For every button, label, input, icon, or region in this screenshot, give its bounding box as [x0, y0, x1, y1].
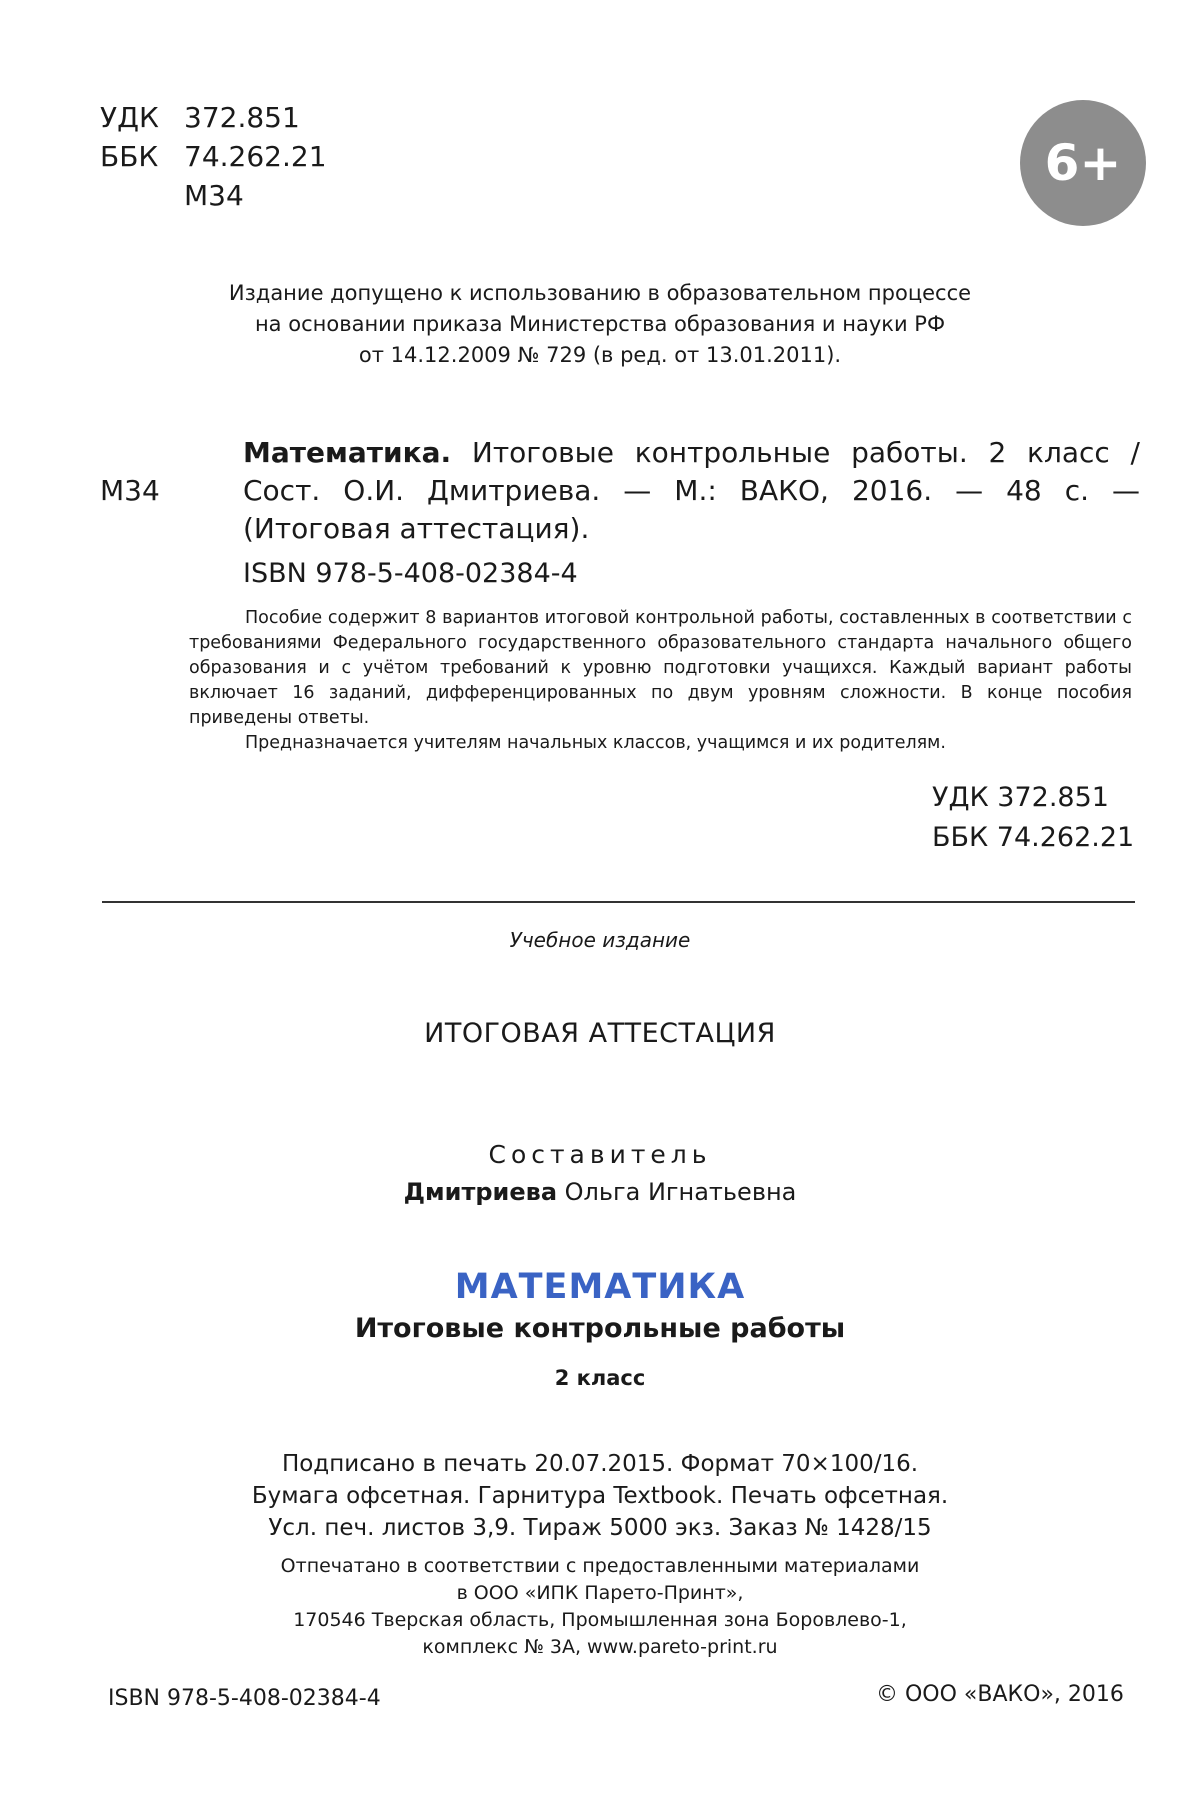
classification-block	[100, 98, 327, 215]
book-subtitle: Итоговые контрольные работы	[354, 1313, 846, 1344]
divider	[102, 901, 1135, 903]
abstract-purpose: Предназначается учителям начальных классов, учащимся и их родителям.	[245, 733, 946, 753]
biblio-code: М34	[100, 474, 160, 507]
book-title: МАТЕМАТИКА	[454, 1267, 746, 1307]
author-mark: М34	[184, 179, 244, 212]
printer-line-4: комплекс № 3А, www.pareto-print.ru	[422, 1636, 778, 1658]
print-details-line-2: Бумага офсетная. Гарнитура Textbook. Печать офсетная.	[251, 1483, 949, 1509]
biblio-line-3: (Итоговая аттестация).	[243, 512, 590, 545]
classification-right	[932, 778, 1134, 858]
printer-line-3: 170546 Тверская область, Промышленная зона Боровлево-1,	[293, 1609, 907, 1631]
compiler-given-names: Ольга Игнатьевна	[557, 1178, 797, 1206]
udk-code: 372.851	[184, 101, 300, 134]
print-details-line-1: Подписано в печать 20.07.2015. Формат 70×100/16.	[281, 1451, 919, 1477]
approval-line-1: Издание допущено к использованию в образовательном процессе	[228, 281, 972, 305]
edition-type-label: Учебное издание	[509, 928, 691, 952]
biblio-line-1-rest: Итоговые контрольные работы. 2 класс /	[451, 436, 1140, 469]
footer-isbn: ISBN 978-5-408-02384-4	[108, 1686, 381, 1711]
biblio-title: Математика.	[243, 436, 452, 469]
approval-line-2: на основании приказа Министерства образования и науки РФ	[254, 312, 946, 336]
biblio-line-2-text: Сост. О.И. Дмитриева. — М.: ВАКО, 2016. — 48 с. —	[243, 474, 1140, 507]
age-rating-badge: 6+	[1020, 100, 1146, 226]
compiler-label: Составитель	[488, 1140, 712, 1169]
bbk-code: 74.262.21	[184, 140, 327, 173]
series-title: ИТОГОВАЯ АТТЕСТАЦИЯ	[424, 1018, 776, 1049]
abstract	[189, 606, 1132, 756]
printer-line-1: Отпечатано в соответствии с предоставленными материалами	[280, 1555, 920, 1577]
printer-line-2: в ООО «ИПК Парето-Принт»,	[456, 1582, 744, 1604]
udk-label: УДК	[100, 101, 159, 134]
print-details-line-3: Усл. печ. листов 3,9. Тираж 5000 экз. Заказ № 1428/15	[268, 1515, 932, 1541]
biblio-line-2	[100, 472, 1140, 510]
bbk-right: ББК 74.262.21	[932, 822, 1135, 853]
book-grade: 2 класс	[554, 1366, 646, 1390]
printer-info	[0, 1553, 1200, 1661]
approval-notice	[100, 278, 1100, 371]
compiler-name	[0, 1178, 1200, 1206]
udk-row	[100, 98, 327, 137]
bbk-row	[100, 137, 327, 176]
bibliographic-record	[100, 434, 1140, 548]
compiler-surname: Дмитриева	[403, 1178, 558, 1206]
footer-copyright: © ООО «ВАКО», 2016	[876, 1682, 1124, 1707]
abstract-text: Пособие содержит 8 вариантов итоговой контрольной работы, составленных в соответствии с требованиями Федерального государственного образовательного стандарта начального общего образования и с учётом требований к уровню подготовки учащихся. Каждый вариант работы включает 16 заданий, дифференцированных по двум уровням сложности. В конце пособия приведены ответы.	[189, 608, 1132, 728]
bbk-label: ББК	[100, 140, 159, 173]
biblio-line-1	[100, 434, 1140, 472]
udk-right: УДК 372.851	[932, 782, 1109, 813]
print-details	[0, 1448, 1200, 1544]
isbn: ISBN 978-5-408-02384-4	[243, 558, 578, 589]
approval-line-3: от 14.12.2009 № 729 (в ред. от 13.01.2011).	[358, 343, 842, 367]
